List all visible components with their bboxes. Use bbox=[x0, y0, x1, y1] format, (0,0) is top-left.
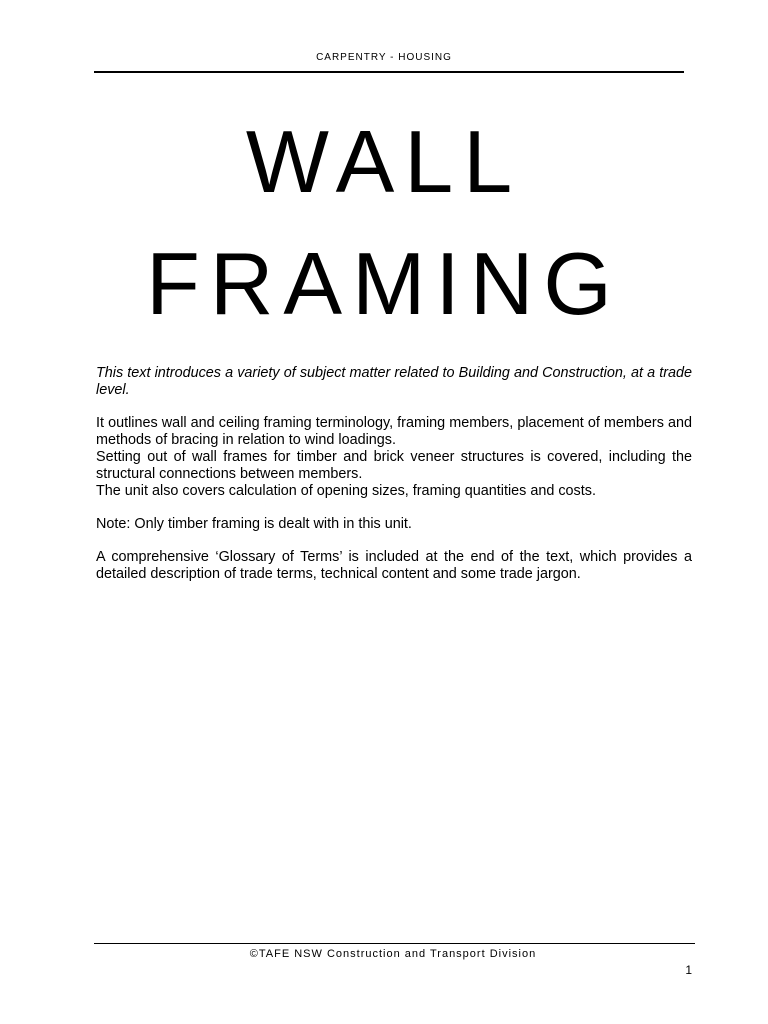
note-paragraph: Note: Only timber framing is dealt with in this unit. bbox=[96, 516, 412, 532]
paragraph-setting-out: Setting out of wall frames for timber and brick veneer structures is covered, including the structural connections between members. bbox=[96, 449, 692, 482]
footer-rule bbox=[94, 943, 695, 944]
header-rule bbox=[94, 71, 684, 73]
glossary-paragraph: A comprehensive ‘Glossary of Terms’ is included at the end of the text, which provides a detailed description of trade terms, technical content and some trade jargon. bbox=[96, 549, 692, 582]
body-text bbox=[96, 365, 692, 599]
footer-copyright: ©TAFE NSW Construction and Transport Division bbox=[249, 948, 537, 960]
document-title-line-2: FRAMING bbox=[146, 234, 622, 333]
page-number: 1 bbox=[685, 963, 692, 977]
running-header: CARPENTRY - HOUSING bbox=[316, 52, 452, 63]
paragraph-terminology: It outlines wall and ceiling framing terminology, framing members, placement of members and methods of bracing in relation to wind loadings. bbox=[96, 415, 692, 448]
document-title-line-1: WALL bbox=[245, 112, 523, 211]
paragraph-calculations: The unit also covers calculation of opening sizes, framing quantities and costs. bbox=[96, 483, 596, 499]
intro-paragraph: This text introduces a variety of subject matter related to Building and Construction, at a trade level. bbox=[96, 365, 692, 398]
